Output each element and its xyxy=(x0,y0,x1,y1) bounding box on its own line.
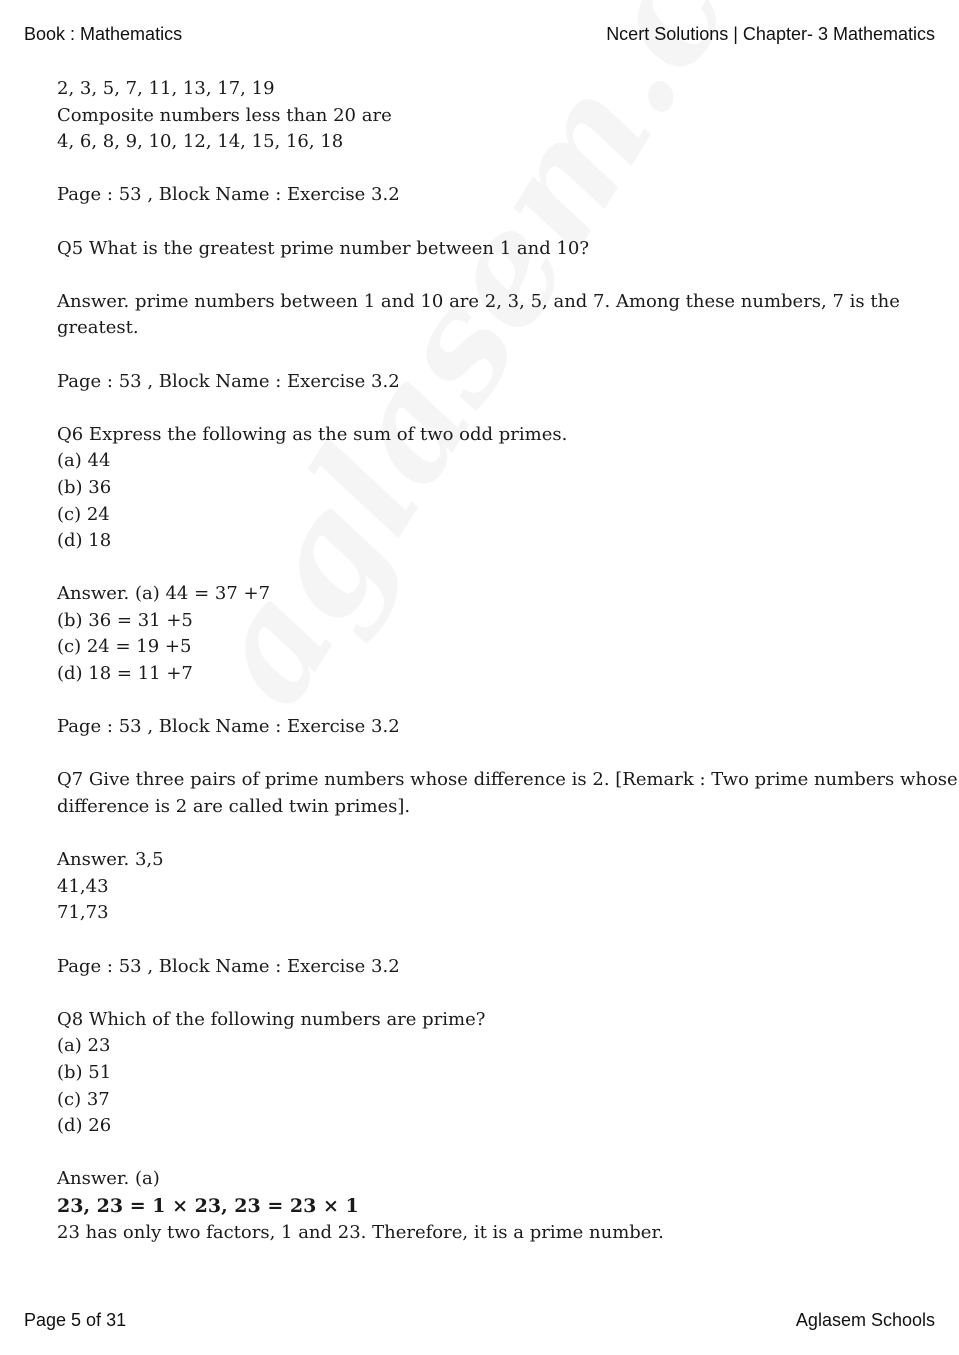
q8-answer-text: 23 has only two factors, 1 and 23. Therefore, it is a prime number. xyxy=(57,1221,664,1243)
q6-answer: Answer. (a) 44 = 37 +7 xyxy=(57,583,271,605)
q5-answer-cont: greatest. xyxy=(57,317,139,339)
q8-question: Q8 Which of the following numbers are prime? xyxy=(57,1008,486,1030)
primes-list: 2, 3, 5, 7, 11, 13, 17, 19 xyxy=(57,78,275,99)
page-reference: Page : 53 , Block Name : Exercise 3.2 xyxy=(57,955,400,977)
q8-answer-equation: 23, 23 = 1 × 23, 23 = 23 × 1 xyxy=(57,1194,359,1217)
q7-question-cont: difference is 2 are called twin primes]. xyxy=(57,796,411,818)
header-chapter-title: Ncert Solutions | Chapter- 3 Mathematics xyxy=(606,24,935,44)
q7-answer: Answer. 3,5 xyxy=(57,849,164,871)
page-reference: Page : 53 , Block Name : Exercise 3.2 xyxy=(57,716,400,738)
page-number: Page 5 of 31 xyxy=(24,1310,127,1330)
q5-question: Q5 What is the greatest prime number between 1 and 10? xyxy=(57,237,590,259)
q6-option: (d) 18 xyxy=(57,530,112,552)
q8-option: (b) 51 xyxy=(57,1061,112,1083)
document-body xyxy=(57,76,958,1246)
q7-answer: 71,73 xyxy=(57,902,109,924)
page-reference: Page : 53 , Block Name : Exercise 3.2 xyxy=(57,370,400,392)
q5-answer: Answer. prime numbers between 1 and 10 are 2, 3, 5, and 7. Among these numbers, 7 is the xyxy=(57,290,900,312)
page-footer xyxy=(24,1310,935,1331)
q6-option: (a) 44 xyxy=(57,450,111,472)
page-header xyxy=(24,24,935,45)
q8-option: (c) 37 xyxy=(57,1088,110,1110)
q6-option: (b) 36 xyxy=(57,476,112,498)
composite-list: 4, 6, 8, 9, 10, 12, 14, 15, 16, 18 xyxy=(57,131,344,153)
q6-option: (c) 24 xyxy=(57,503,110,525)
q8-answer-label: Answer. (a) xyxy=(57,1168,160,1190)
footer-publisher: Aglasem Schools xyxy=(795,1310,935,1330)
q8-option: (a) 23 xyxy=(57,1035,111,1057)
q7-answer: 41,43 xyxy=(57,875,109,897)
header-book-title: Book : Mathematics xyxy=(24,24,183,44)
q6-question: Q6 Express the following as the sum of two odd primes. xyxy=(57,423,568,445)
page-reference: Page : 53 , Block Name : Exercise 3.2 xyxy=(57,184,400,206)
q6-answer: (c) 24 = 19 +5 xyxy=(57,636,192,658)
q8-option: (d) 26 xyxy=(57,1115,112,1137)
q6-answer: (b) 36 = 31 +5 xyxy=(57,609,193,631)
q6-answer: (d) 18 = 11 +7 xyxy=(57,663,193,685)
q7-question: Q7 Give three pairs of prime numbers whose difference is 2. [Remark : Two prime numbers whose xyxy=(57,769,958,791)
composite-title: Composite numbers less than 20 are xyxy=(57,104,392,126)
